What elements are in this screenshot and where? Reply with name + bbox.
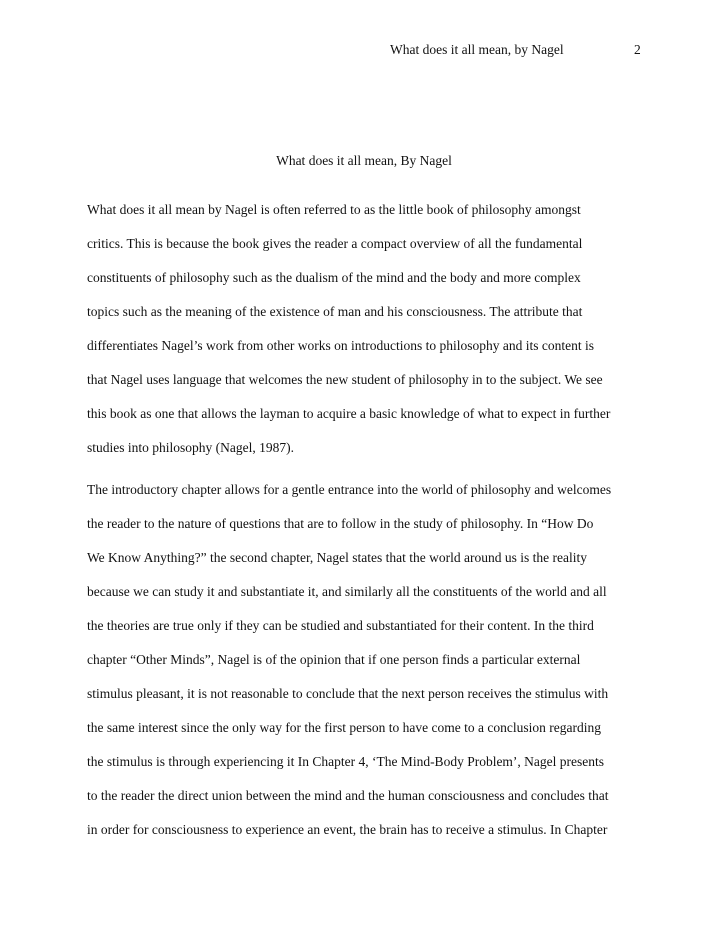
paragraph-line: What does it all mean by Nagel is often referred to as the little book of philosophy amongst (87, 202, 581, 217)
page-number: 2 (634, 42, 641, 57)
document-title: What does it all mean, By Nagel (276, 153, 452, 168)
paragraph-line: to the reader the direct union between the mind and the human consciousness and concludes that (87, 788, 609, 803)
paragraph-line: The introductory chapter allows for a gentle entrance into the world of philosophy and welcomes (87, 482, 612, 497)
paragraph-line: in order for consciousness to experience an event, the brain has to receive a stimulus. In Chapter (87, 822, 608, 837)
paragraph-line: topics such as the meaning of the existence of man and his consciousness. The attribute that (87, 304, 583, 319)
paragraph-line: stimulus pleasant, it is not reasonable to conclude that the next person receives the stimulus with (87, 686, 609, 701)
paragraph-line: the stimulus is through experiencing it In Chapter 4, ‘The Mind-Body Problem’, Nagel presents (87, 754, 605, 769)
paragraph-line: the same interest since the only way for the first person to have come to a conclusion regarding (87, 720, 601, 735)
paragraph-line: because we can study it and substantiate it, and similarly all the constituents of the world and all (87, 584, 607, 599)
paragraph-line: the theories are true only if they can be studied and substantiated for their content. In the third (87, 618, 594, 633)
paragraph-line: differentiates Nagel’s work from other works on introductions to philosophy and its content is (87, 338, 595, 353)
paragraph-line: the reader to the nature of questions that are to follow in the study of philosophy. In “How Do (87, 516, 594, 531)
paragraph-line: studies into philosophy (Nagel, 1987). (87, 440, 294, 455)
paragraph-line: chapter “Other Minds”, Nagel is of the opinion that if one person finds a particular external (87, 652, 581, 667)
paragraph-line: critics. This is because the book gives the reader a compact overview of all the fundamental (87, 236, 583, 251)
paragraph-line: this book as one that allows the layman to acquire a basic knowledge of what to expect in further (87, 406, 611, 421)
paragraph-line: that Nagel uses language that welcomes the new student of philosophy in to the subject. We see (87, 372, 603, 387)
paragraph-line: We Know Anything?” the second chapter, Nagel states that the world around us is the reality (87, 550, 587, 565)
paragraph-line: constituents of philosophy such as the dualism of the mind and the body and more complex (87, 270, 581, 285)
running-head: What does it all mean, by Nagel (390, 42, 564, 57)
